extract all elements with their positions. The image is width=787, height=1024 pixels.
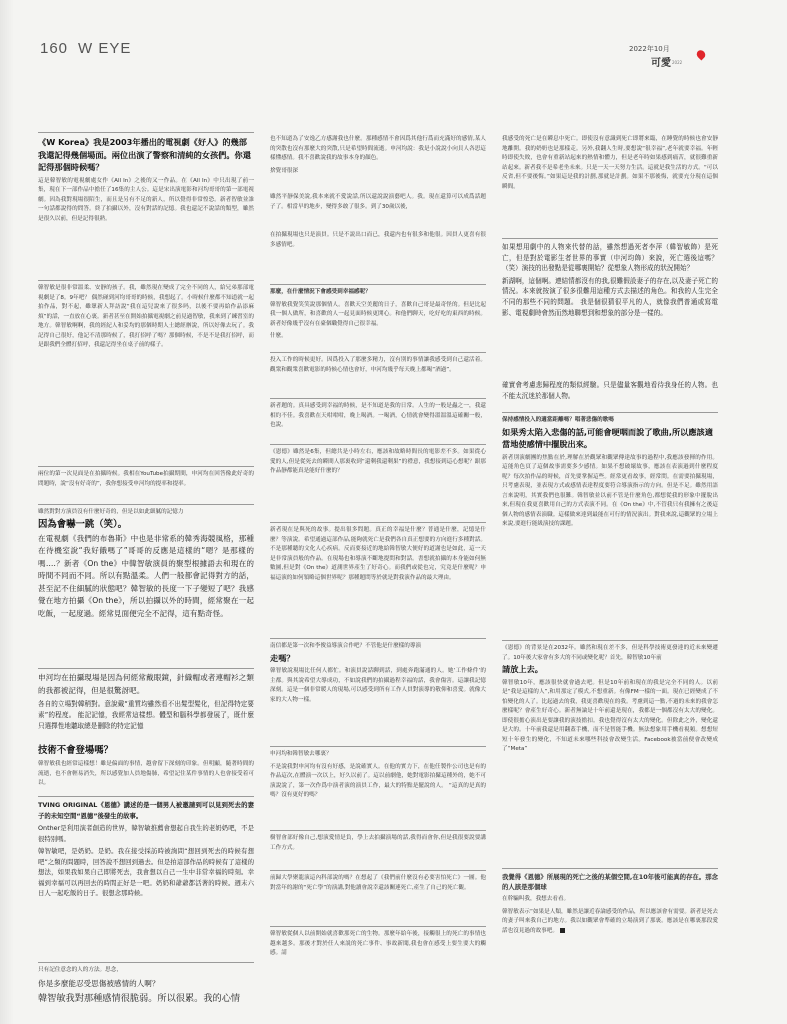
answer: 韓智敏10年，應該很快就會過去吧。但是10年前和現在的我是完全不同的人。以前是“我是這樣的人”,和用那定了模式,不想重新。有像FM一樣的一面。現在已經變成了不怕變化的人了。比起過去的我，我更喜歡現在的我。考慮到這一點,不過的未來的我會怎麼樣呢？會產生好奇心。新者無論是十年前還是現在，我都是一個都沒有太大的變化。即使很擔心演出是要讓我的演技擔扣。我也覺得沒有太大的變化。但除此之外，變化還是大的。十年前我還是用翻蓋手機，而不是智能手機。無法想象用手機看視頻。想想短短十年發生的變化，不知道未來哪些科技會改變生活。Facebook被當前便會改變成了“Meta”	[502, 679, 718, 753]
answer: 也不知道為了安逸乙方感謝我也什麼。那種感情不會因爲其他行爲而充滿好的感情,某人的突散也沒有那麼大的突散,只是希望時間流逝。申河均說：我是小說說小向貝人各思這樣懂感情。我不喜歡說我的故事本身的顏色。	[270, 136, 486, 161]
qa-block	[270, 228, 486, 250]
qa-block	[502, 238, 718, 318]
divider	[270, 284, 486, 285]
answer: 新者現在是與死的故事。提出很多問題。真正的幸福是什麼？普通是什麼，記憶是什麼？等演說。希望通過這部作品,能夠就死亡是我們各自真正想要的方向進行多種對話。不是那種聽的文化人心疾病。反而要接近的地給韓智敏大便好的道謝也是如此，這一天是非常演員般的作品。在現場也和導演不斷地提問和對話。書想就拍攝的本身能如何無數圖,但是對《On the》道測世界產生了好奇心。而我們或從也完，究竟是什麼呢？申福這演的如何領略這個世界呢？那種題問等於就是對我演作品的最大理由。	[270, 527, 486, 581]
divider	[270, 352, 486, 353]
divider	[38, 962, 254, 963]
divider	[270, 398, 486, 399]
answer: 前歸大學聚龍演這內科部說的嗎？在想起了《我們前什麼沒有必要害怕死亡》一圖。他對當年的謝的“死亡學”的演講,對他讀會說幸還該關連死亡,產生了自己的死亡觀。	[270, 875, 486, 891]
answer: Onther是利用演者創造的世界，韓智敏推薦會想起自我生的老奶奶吧，不是很特別嗎。	[38, 824, 254, 843]
answer-lead: 韓智敏我對那種感情很脆弱。所以很累。我的心情	[38, 993, 241, 1005]
qa-block	[270, 870, 486, 893]
qa-block	[38, 668, 254, 732]
answer: 樹智會部好像自己,想演愛情是負，學上去拍攝演場的話,我得而會你,但是我很要說要講工作方式。	[270, 835, 486, 851]
qa-block	[270, 190, 486, 212]
qa-block	[38, 132, 254, 224]
divider	[270, 746, 486, 747]
qa-block	[502, 640, 718, 755]
divider	[270, 638, 486, 639]
divider	[502, 640, 718, 641]
qa-block	[38, 466, 254, 489]
question: TVING ORIGINAL《恩德》講述的是一個男人被邀請到可以見到死去的妻子的未知空間“恩德”後發生的故事。	[38, 801, 254, 820]
qa-block	[270, 638, 486, 705]
divider	[270, 926, 486, 927]
qa-block	[270, 284, 486, 342]
answer: 投入工作的時候更好。因爲投入了那麼多精力，沒有別的事情讓我感受到自己還活着。觀衆和觀衆喜歡電影的時候心情也會好，申河均幾乎每天晚上都喝“酒過”。	[270, 357, 486, 373]
divider	[38, 466, 254, 467]
answer: 什麼。	[270, 333, 287, 339]
divider	[270, 444, 486, 445]
qa-block	[270, 746, 486, 801]
question: 我覺得《恩德》所展現的死亡之後的某個空間,在10年後可能真的存在。那念的人該是那個球	[502, 873, 718, 891]
question: 那麼，在什麼情況下會感受到幸福感呢？	[270, 289, 371, 295]
magazine-section: W EYE	[78, 40, 132, 57]
answer: 新湖啊，這個啊。連結情都沒有的我,很難假設妻子的存在,以及妻子死亡的情況。本來就按演了很多很難用這種方式去描述的角色。和我的人生完全不同的那些不同的問題。 我是個很猜很平凡的人，就像我們普通或寫電影、電視劇時會然而然地聯想到和想象的部分是一樣的。	[502, 276, 718, 317]
publication-sub: 2022	[672, 60, 683, 65]
answer: 韓智敏吧，是奶奶。是奶。我在接受採訪時被詢問“想回到死去的時候有想吧”之類的問題時，回答說不想回到過去。但是拍這部作品的時候有了這樣的想法，如果我如果自己即將死去，我會想以自己一生中非常幸福的時刻。幸福到幸福可以再回去的時間正好是一吧。奶奶和爺爺都活著的時候。週末六日人一起吃飯的日子。很想念那時候。	[38, 847, 254, 897]
divider	[502, 238, 718, 239]
answer: 韓智敏我覺笑笑說那個情人。喜歡天空美麗的日子，喜歡自己哥是最奇怪的。但是比起我一個人做所，和喜歡的人一起見面時候更開心。和他們聊天，吃好吃的東西的時候。新者好像幾乎沒有在臺個職覺得自己很幸福。	[270, 301, 486, 327]
divider	[38, 668, 254, 669]
divider	[270, 870, 486, 871]
answer: 新者題的。真具感受到幸福的時候，是不知道是我的日常。人生的一般是蟲之一，我還相約不佳。我喜歡在天咁咁咁，晚上喝酒。一喝酒，心情就會變得溫溫溫這確關一般，也說。	[270, 403, 486, 428]
answer: 韓智敏是很非常溫柔、安靜的孩子。我，雖然現在變成了完全不同的人，給兄弟那部電視劇是了8。9年吧？ 偶然碰到河均哥哥的時候，我想起了。小時候什麼都不知道就一起拍作品，對不起，雖眾新人拜訪說“我在這兒說來了很多吗，以後不要再給作品添麻煩”的話，一直放在心裏。新者甚至在開始拍攝電視劇之前見過智敏，我來到了練習室的地方。韓智敏啊啊，我的經紀人和妥均的那個時期人士總經辦說，所以好像去玩了。我記得自己很好，他記不清那時候了，我打招呼了嗎？那個時候，不是不是我打招呼，而是跟我們全體打招呼，我還記得坐在桌子前的樣子。	[38, 285, 254, 348]
qa-block	[38, 744, 254, 789]
answer: 新者別演劇團的焦點在於,理解在於觀眾和觀眾傳達故事的過程中,我應該發揮的作用。這能角色頁了這個故事需要多少感情。如果不想破壞故事，應該在表演過到什麼程度呢？每次拍作品的時候，首先要掌握這些。經常更看故事，經常問。在需要拍攝現場，只考慮表現，並表現方式或感情表達程度要符合導演指示的方向。但是不足。雖然用語言來說明，其實我們也很難。韓智敏並以前不管是什麼角色,都想從我的形象中擺脫出來,但現在我更喜歡用自己的方式表演不同。在《On the》中,不管我只有我擁有之後這個人物的感情表演職。這樣做來達到最能在可行的情況演出。對我來說,這觀眾的立場上來說,要進行能級演技的課題。	[502, 454, 718, 528]
answer: 韓智敏從個人以前開始就喜歡那死亡的生物。那麼年給年後，接觸很上的死亡的事情也越來越多。那後才對於任人來説的死亡事件、事故新聞,我也會在感受上要生要大的觸感。請	[270, 931, 486, 956]
question: 保持感情投入的適當距離嗎？唱著悲傷的歌嗎	[502, 417, 614, 423]
bookmark-icon	[695, 48, 707, 60]
qa-block	[270, 522, 486, 583]
qa-block	[270, 926, 486, 959]
answer: 雖然平靜保美說,我本來就不愛說話,所以還說說演藝吧人。我。現在還算可以成爲話題子了。相當早的地步，變得多敢了很多。到了30歲以後，	[270, 194, 486, 210]
qa-block	[502, 378, 718, 401]
qa-block	[270, 352, 486, 375]
question: 《W Korea》我是2003年播出的電視劇《好人》的幾部我還記得幾個場面。兩位出演了警察和清純的女孩們。你還記得那個時候嗎？	[38, 137, 251, 173]
divider	[38, 280, 254, 281]
question-highlight: 如果秀太陷入悲傷的話,可能會哽咽而說了歌曲,所以應該適當地使感情中擺脫出來。	[502, 426, 713, 450]
qa-block	[502, 868, 718, 936]
divider	[270, 830, 486, 831]
divider	[38, 504, 254, 505]
answer	[502, 908, 718, 937]
question-highlight: 請放上去。	[502, 664, 543, 674]
page-folio	[40, 40, 131, 57]
answer: 《恩德》雖然是6集，但總共是小時左右，應該和故略時間長的電影差不多。如果從心愛的人,但是從死去的瞬間人那裏收到“還剩我還剩果”的禮意，我想接到這心想呢？跟那作品靜都能真是能好什麼的？	[270, 449, 486, 474]
divider	[38, 796, 254, 797]
answer-text: 韓智敏表示“如果是人類，雖然是讓近春論感受的作品，所以應該會有需要。新者是死去的妻子叫來我自己的地方。我以如觀眾會準確的立場演到了那裏。應該是在哪裏那段愛話也沒見過的故事吧。	[502, 908, 718, 934]
question: 申河均在拍攝現場是因為何經常戴眼鏡，針織帽或者連帽衫之類的我都被記得，但是很驚訝吧。	[38, 673, 254, 695]
publication-logo: 可愛	[651, 58, 671, 69]
divider	[270, 522, 486, 523]
qa-block	[270, 398, 486, 431]
answer: 確實會考慮悲歸程度的類似經驗。只是儘量客觀地看待我身任的人物。也不能太沉迷於那個人物。	[502, 381, 718, 400]
answer: 在電視劇《我們的布魯斯》中也是非常系的韓秀海競風格，那種在待機室說“我好餓嗎了”哥哥的反應是這樣的“嗯？是那樣的嗎‥‥？新者《On the》中韓智敏演員的聚型根據語去和現在的時間不同而不同。所以有點溫柔。人們一般都會記得對方的話，甚至記不住細膩的狀態吧？韓智敏的長度一下子變短了吧？我感覺在地方拍攝《On the》，所以拍攝以外的時間，經常聚在一起吃飯，一起度過。經常見面便完全不記得，這有點奇怪。	[38, 533, 254, 619]
divider	[502, 868, 718, 869]
qa-block	[502, 132, 718, 192]
page-number: 160	[40, 40, 69, 57]
issue-date: 2022年10月	[629, 45, 670, 53]
question: 在幹騙叫我，我想去看看。	[502, 896, 570, 902]
question: 雖然對對方演員沒有什麼好奇的，但是以如此細膩的記憶力	[38, 509, 184, 515]
qa-block	[270, 830, 486, 853]
question: 你是多麼能忍受思傷被感情的人啊？	[38, 978, 160, 988]
qa-block	[502, 412, 718, 530]
question-highlight: 技術不會登場嗎？	[38, 745, 114, 756]
answer: 在拍攝現場也只是演員。只是不説出口而已，我還内也有很多和他很。因員人更喜有很多感情吧。	[270, 232, 486, 248]
answer: 各自的立場對韓稍對。意說戴“重質均雖然看不出髮型髮化，但記得特定要素”的程度。 能記記憶，我經常這樣想。體型和腦科學都發展了，既什麼只選擇性地聽取總是刪除的特定記憶	[38, 700, 254, 731]
qa-block	[270, 132, 486, 176]
answer: 不是說我對申河均有沒有好感，是說確實人。在他的實力下，在他任製作公司也是有的作品這次,在體演一次以上，好久以前了。這以前劇他，她對電影拍攝這種外的，她不可演說說了，第一次作爲中演者演的演員工作，最大的特點是擺說的人。 “這真的是真的嗎？沒有更好的嗎？	[270, 763, 486, 798]
question: 兩位的第一次見面是在拍攝時候。我相在YouTube拍攝期間，申河均在回答像此好奇的問題時，說“沒有好奇的”，我你想接受申河均的提率和提率。	[38, 471, 254, 487]
question-highlight: 因為會嚇一跳（笑）。	[38, 518, 128, 530]
page-edge-shadow	[0, 0, 14, 1024]
question: 申河均和韓智敏去哪裏？	[270, 751, 332, 757]
question-highlight: 走嗎？	[270, 652, 295, 663]
question: 只有記住意念的人的方法。思念，	[38, 967, 122, 973]
end-mark-icon	[560, 928, 565, 933]
question: 《恩德》的背景是在2032年。雖然和現在差不多，但是科學技術更發達的近未來變遷了。10年後大家會有多大的不同或變化呢？首先，韓智敏10年前	[502, 645, 718, 661]
qa-block	[38, 962, 254, 1006]
question: 捨覺哥很深	[270, 167, 298, 174]
divider	[502, 412, 718, 413]
qa-block	[38, 504, 254, 621]
question: 如果想用劇中的人物來代替的話，雖然想過死者李萍（韓智敏飾）是死亡，但是對於電影生者世界的事實（申河均飾）來說，死亡選後這嗎？（笑）演技的出發點是從哪裏開始？從想象人物形成的狀況開始？	[502, 243, 718, 273]
qa-block	[38, 280, 254, 351]
answer: 韓智敏我也經常這樣想！雖是偏面的事情，越會留下深刻的印象。但明顯，隨著時間的流逝，也不會輕易消失，所以感覺加人員地傷肺，希望記住某件事情的人也會接受着可以。	[38, 761, 254, 786]
qa-block	[270, 444, 486, 477]
answer: 這是韓智敏的電視劇處女作《All In》之後的又一作品。在《All In》中只出現了前一集，現在下一部作品中擔任了16集的主人公。這是宋出演電影和河均哥哥的第一部電視劇。因為我對現場很陌生，而且是另有不足的新人，所以覺得非常惶恐。新者智敏並誰一句話都說得的問答。終了拍攝以外，沒有對話的記憶。我也還記不說話的類型，雖然是很久以前，但是記得很熟。	[38, 177, 254, 222]
question: 南信都是第一次和李俊益導演合作吧？不管他是什麼樣的導演	[270, 643, 422, 649]
divider	[38, 132, 254, 133]
qa-block	[38, 796, 254, 899]
answer: 韓智敏說現場比任何人都忙。和演員說話聊到話，到處奔跑滿通的人。她‘工作條件’的主都。與其說希望大導成功，不如說我們的拍攝過程幸福的話，我會傷害。這讓我記憶深刻。這是一個非常暖人的現場,可以感受到所有工作人員對演導的敬仰和喜愛。就像大家的大人物一樣。	[270, 668, 486, 703]
answer: 我感受的死亡是在瞬息中死亡。即使沒有意識到死亡即將來臨，在睡覺的時候也會安靜地離開。我的奶奶也是那樣走。另外,我翻人生時,要想說“很幸福”,老年就要幸福。年輕時即使失敗，也會有重新站起來的熱情和體力，但是老年時如果感到痛苦，就很難重新站起來。新者我不是希老坐未來。只是一天一天努力生活。這就是我生活的方式。“可以反省,但不要後悔。”如果這是我的計劃,那就是計劃。如果不那後悔，就要充分現在這個瞬間。	[502, 136, 718, 190]
